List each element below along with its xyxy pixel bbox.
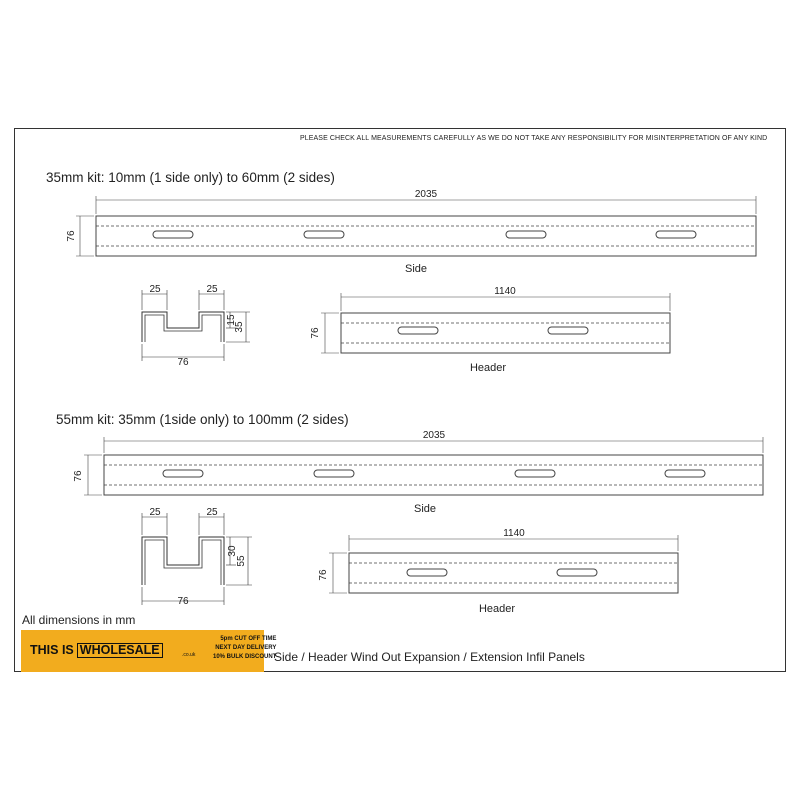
kit1-header-panel — [321, 293, 670, 353]
kit2-inner-depth-label: 30 — [227, 545, 238, 557]
slot — [557, 569, 597, 576]
slot — [515, 470, 555, 477]
kit2-side-length-label: 2035 — [422, 430, 446, 441]
kit2-side-panel — [84, 437, 763, 495]
slot — [163, 470, 203, 477]
logo-tld: .co.uk — [182, 652, 196, 658]
logo-tagline-line: 5pm CUT OFF TIME — [220, 636, 277, 642]
slot — [665, 470, 705, 477]
kit1-header-caption: Header — [469, 362, 507, 374]
kit1-side-caption: Side — [404, 263, 428, 275]
slot — [506, 231, 546, 238]
kit2-width-label: 76 — [177, 596, 189, 607]
disclaimer-text: PLEASE CHECK ALL MEASUREMENTS CAREFULLY AS WE DO NOT TAKE ANY RESPONSIBILITY FOR MISINTERPRETATION OF ANY KIND — [300, 135, 768, 142]
logo-wordmark — [30, 643, 163, 658]
slot — [153, 231, 193, 238]
slot — [304, 231, 344, 238]
kit1-total-height-label: 35 — [234, 321, 245, 333]
kit1-inner-depth-label: 15 — [226, 314, 237, 326]
kit2-flange-left-label: 25 — [149, 507, 161, 518]
slot — [398, 327, 438, 334]
kit2-total-height-label: 55 — [236, 555, 247, 567]
kit-title-35mm: 35mm kit: 10mm (1 side only) to 60mm (2 sides) — [46, 170, 335, 185]
dimensions-note: All dimensions in mm — [22, 613, 136, 627]
kit2-header-caption: Header — [478, 603, 516, 615]
slot — [407, 569, 447, 576]
kit2-header-panel — [329, 535, 678, 593]
logo-tagline-line: NEXT DAY DELIVERY — [215, 645, 277, 651]
footer-caption: Side / Header Wind Out Expansion / Extension Infil Panels — [274, 650, 585, 664]
kit1-side-panel — [76, 196, 756, 256]
kit2-flange-right-label: 25 — [206, 507, 218, 518]
kit1-flange-left-label: 25 — [149, 284, 161, 295]
slot — [656, 231, 696, 238]
kit2-side-height-label: 76 — [73, 470, 84, 482]
wholesale-logo — [21, 630, 277, 672]
kit1-header-height-label: 76 — [310, 327, 321, 339]
kit1-side-length-label: 2035 — [414, 189, 438, 200]
logo-tagline-line: 10% BULK DISCOUNT — [213, 654, 277, 660]
slot — [548, 327, 588, 334]
kit1-width-label: 76 — [177, 357, 189, 368]
kit1-flange-right-label: 25 — [206, 284, 218, 295]
kit2-header-height-label: 76 — [318, 569, 329, 581]
kit1-side-height-label: 76 — [66, 230, 77, 242]
logo-prefix: THIS IS — [30, 643, 74, 657]
slot — [314, 470, 354, 477]
logo-boxed-word: WHOLESALE — [77, 643, 163, 658]
kit2-header-length-label: 1140 — [503, 528, 525, 539]
kit1-header-length-label: 1140 — [494, 286, 516, 297]
kit-title-55mm: 55mm kit: 35mm (1side only) to 100mm (2 sides) — [56, 412, 349, 427]
logo-tagline — [213, 635, 276, 662]
kit2-side-caption: Side — [413, 503, 437, 515]
